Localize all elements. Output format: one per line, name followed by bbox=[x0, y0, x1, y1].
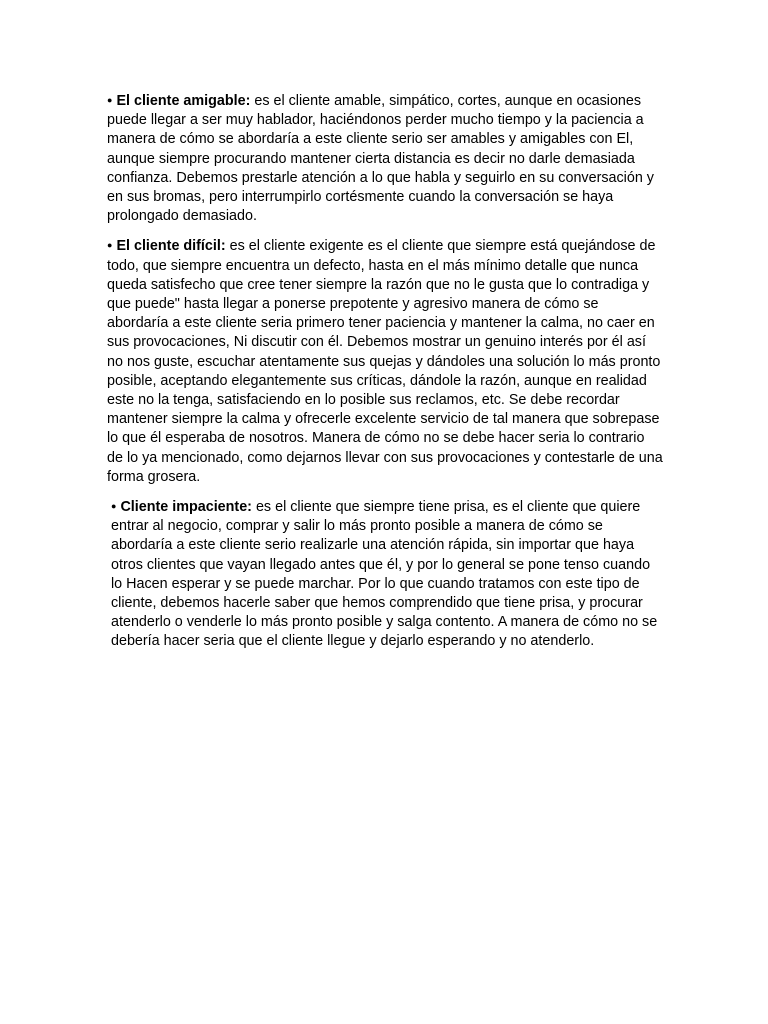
document-body bbox=[107, 91, 663, 652]
term-label: El cliente difícil: bbox=[116, 238, 226, 255]
term-label: Cliente impaciente: bbox=[120, 499, 252, 516]
bullet-icon: ● bbox=[107, 95, 113, 105]
paragraph-text: es el cliente amable, simpático, cortes, aunque en ocasiones puede llegar a ser muy hablador, haciéndonos perder mucho tiempo y la paciencia a manera de cómo se abordaría a este cliente serio ser amables y amigables con El, aunque siempre procurando mantener cierta distancia es decir no darle demasiada confianza. Debemos prestarle atención a lo que habla y seguirlo en su conversación y en sus bromas, pero interrumpirlo cortésmente cuando la conversación se haya prolongado demasiado. bbox=[107, 93, 654, 225]
bullet-icon: ● bbox=[107, 240, 113, 251]
paragraph-text: es el cliente exigente es el cliente que siempre está quejándose de todo, que siempre encuentra un defecto, hasta en el más mínimo detalle que nunca queda satisfecho que cree tener siempre la razón que no le gusta que lo contradiga y que puede" hasta llegar a ponerse prepotente y agresivo manera de cómo se abordaría a este cliente seria primero tener paciencia y mantener la calma, no caer en sus provocaciones, Ni discutir con él. Debemos mostrar un genuino interés por él así no nos guste, escuchar atentamente sus quejas y dándoles una solución lo más pronto posible, aceptando elegantemente sus críticas, dándole la razón, aunque en realidad este no la tenga, satisfaciendo en lo posible sus reclamos, etc. Se debe recordar mantener siempre la calma y ofrecerle excelente servicio de tal manera que sobrepase lo que él esperaba de nosotros. Manera de cómo no se debe hacer seria lo contrario de lo ya mencionado, como dejarnos llevar con sus provocaciones y contestarle de una forma grosera. bbox=[107, 238, 663, 485]
paragraph-cliente-dificil bbox=[107, 236, 663, 487]
paragraph-cliente-impaciente bbox=[107, 497, 663, 652]
term-label: El cliente amigable: bbox=[116, 93, 251, 109]
paragraph-cliente-amigable bbox=[107, 91, 663, 226]
paragraph-text: es el cliente que siempre tiene prisa, es el cliente que quiere entrar al negocio, comprar y salir lo más pronto posible a manera de cómo se abordaría a este cliente serio realizarle una atención rápida, sin importar que haya otros clientes que vayan llegado antes que él, y por lo general se pone tenso cuando lo Hacen esperar y se puede marchar. Por lo que cuando tratamos con este tipo de cliente, debemos hacerle saber que hemos comprendido que tiene prisa, y procurar atenderlo o venderle lo más pronto posible y salga contento. A manera de cómo no se debería hacer seria que el cliente llegue y dejarlo esperando y no atenderlo. bbox=[111, 499, 658, 650]
bullet-icon: ● bbox=[111, 501, 117, 512]
